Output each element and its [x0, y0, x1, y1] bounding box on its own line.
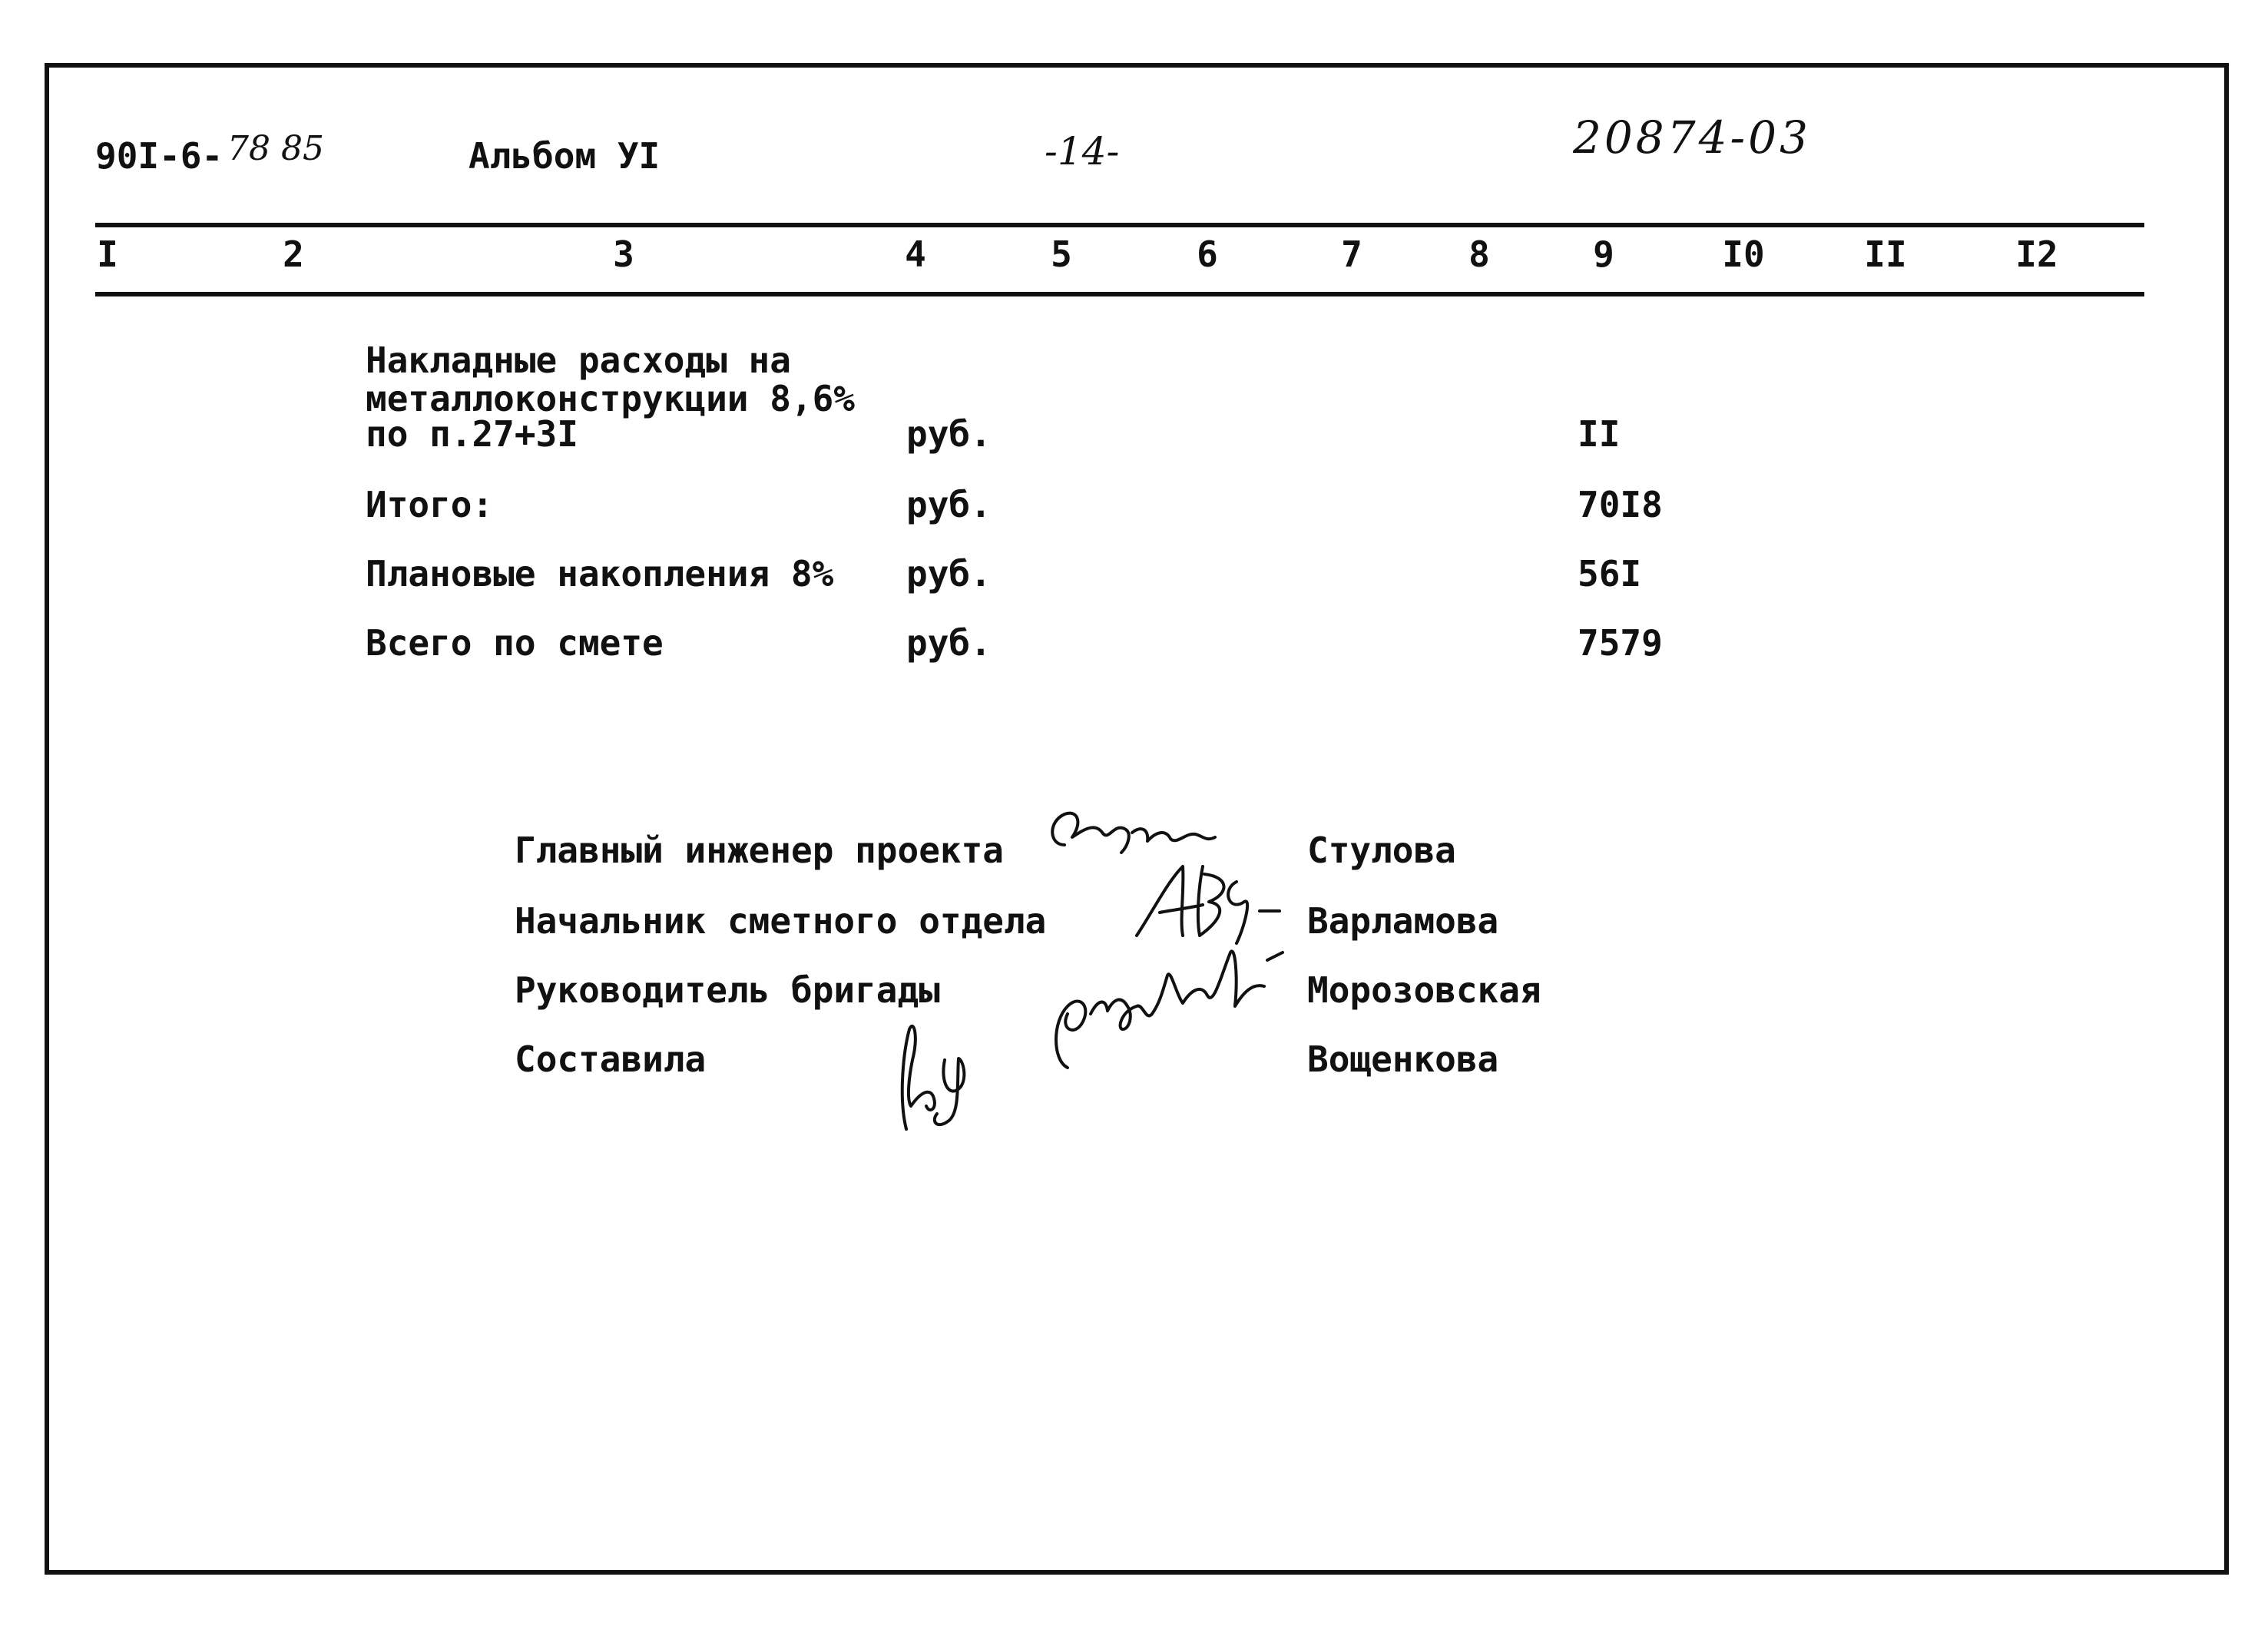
column-number: 5 [1051, 234, 1072, 275]
column-number: 7 [1341, 234, 1362, 275]
column-number: I2 [2015, 234, 2058, 275]
album-label: Альбом УI [468, 135, 661, 177]
column-number: 3 [613, 234, 634, 275]
column-number: II [1864, 234, 1907, 275]
row-label: по п.27+3I [366, 413, 578, 455]
column-number: 2 [283, 234, 304, 275]
doc-code-handwritten: 78 85 [227, 129, 324, 168]
page-number: -14- [1045, 129, 1120, 174]
inventory-number: 20874-03 [1573, 111, 1811, 164]
row-value: 7579 [1578, 622, 1663, 664]
signatory-role: Составила [515, 1038, 707, 1080]
row-unit: руб. [906, 622, 992, 664]
signature-chief-engineer [1041, 799, 1226, 868]
row-value: II [1578, 413, 1621, 455]
row-unit: руб. [906, 553, 992, 595]
signatory-role: Руководитель бригады [515, 969, 940, 1011]
row-label: Плановые накопления 8% [366, 553, 834, 595]
column-number: 6 [1197, 234, 1218, 275]
signatory-role: Главный инженер проекта [515, 830, 1004, 871]
column-number: I0 [1722, 234, 1765, 275]
header-bottom-rule [95, 292, 2144, 296]
signatory-name: Варламова [1307, 900, 1499, 942]
column-number: 8 [1468, 234, 1490, 275]
row-label: Всего по смете [366, 622, 664, 664]
row-label: Итого: [366, 484, 494, 525]
row-label: металлоконструкции 8,6% [366, 378, 855, 419]
signatory-role: Начальник сметного отдела [515, 900, 1047, 942]
column-number: 4 [905, 234, 926, 275]
signatory-name: Вощенкова [1307, 1038, 1499, 1080]
signatory-name: Морозовская [1307, 969, 1541, 1011]
column-number: I [97, 234, 118, 275]
row-unit: руб. [906, 413, 992, 455]
column-number: 9 [1593, 234, 1614, 275]
signatory-name: Стулова [1307, 830, 1456, 871]
signature-team-leader [1037, 929, 1298, 1075]
row-label: Накладные расходы на [366, 340, 791, 381]
row-value: 70I8 [1578, 484, 1663, 525]
row-value: 56I [1578, 553, 1642, 595]
row-unit: руб. [906, 484, 992, 525]
signature-compiler [883, 1014, 991, 1137]
header-top-rule [95, 223, 2144, 227]
doc-code: 90I-6- [95, 135, 223, 177]
